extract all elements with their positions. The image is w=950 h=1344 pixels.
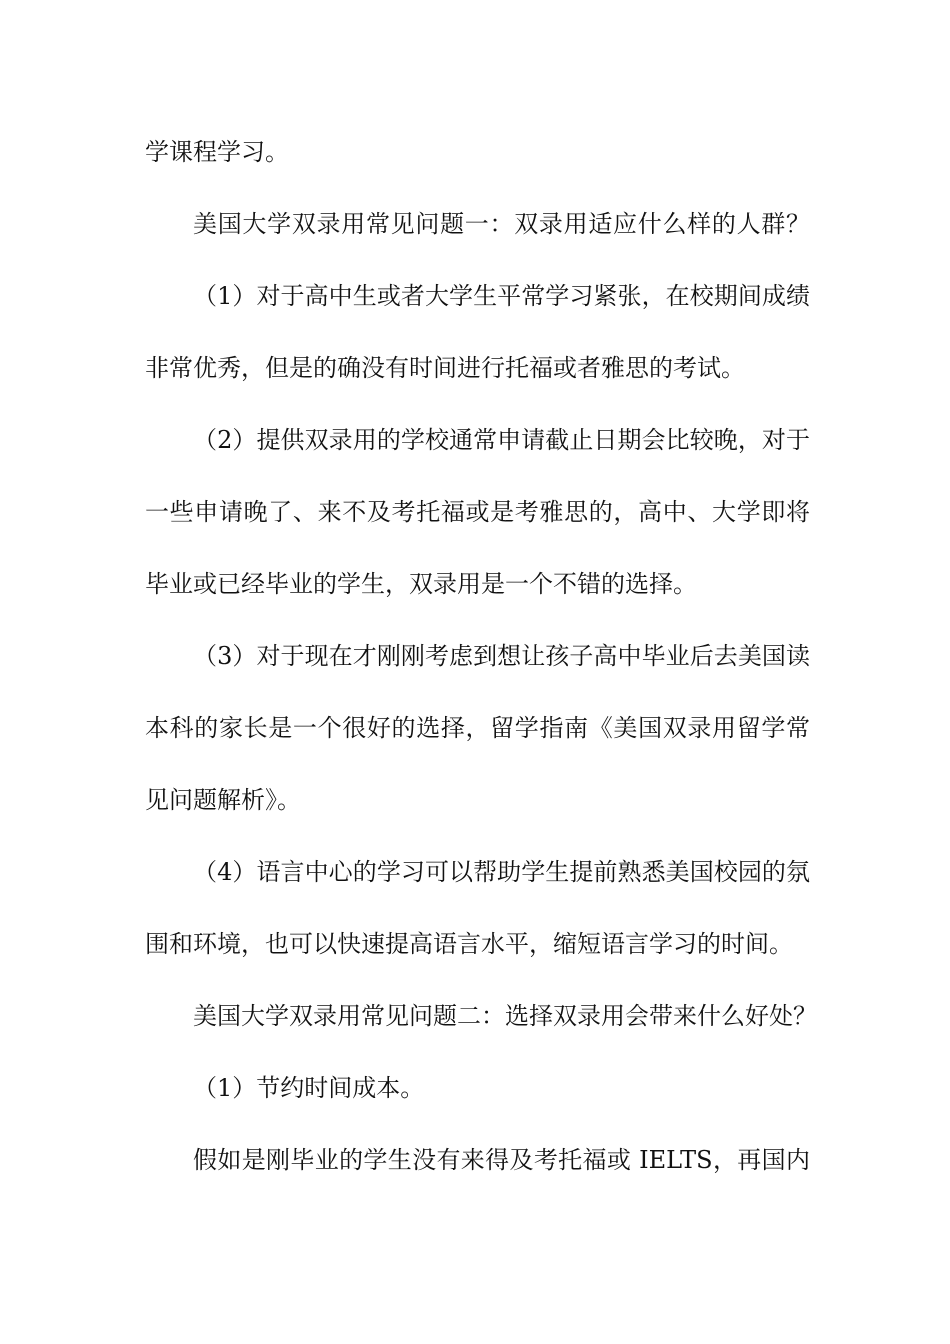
- paragraph-line: （2）提供双录用的学校通常申请截止日期会比较晚，对于: [193, 426, 810, 454]
- paragraph-line: 见问题解析》。: [145, 786, 301, 814]
- paragraph-line: 假如是刚毕业的学生没有来得及考托福或 IELTS，再国内: [193, 1146, 810, 1174]
- paragraph-line: （1）对于高中生或者大学生平常学习紧张，在校期间成绩: [193, 282, 810, 310]
- paragraph-line: （4）语言中心的学习可以帮助学生提前熟悉美国校园的氛: [193, 858, 810, 886]
- question-heading-2: 美国大学双录用常见问题二：选择双录用会带来什么好处？: [193, 1002, 817, 1030]
- paragraph-line: 本科的家长是一个很好的选择，留学指南《美国双录用留学常: [145, 714, 810, 742]
- question-heading-1: 美国大学双录用常见问题一：双录用适应什么样的人群？: [193, 210, 810, 238]
- paragraph-line: 学课程学习。: [145, 138, 289, 166]
- paragraph-line: 围和环境，也可以快速提高语言水平，缩短语言学习的时间。: [145, 930, 793, 958]
- document-body: [145, 126, 817, 1206]
- paragraph-line: （1）节约时间成本。: [193, 1074, 425, 1102]
- paragraph-line: （3）对于现在才刚刚考虑到想让孩子高中毕业后去美国读: [193, 642, 810, 670]
- paragraph-line: 非常优秀，但是的确没有时间进行托福或者雅思的考试。: [145, 354, 745, 382]
- paragraph-line: 毕业或已经毕业的学生，双录用是一个不错的选择。: [145, 570, 697, 598]
- paragraph-line: 一些申请晚了、来不及考托福或是考雅思的，高中、大学即将: [145, 498, 810, 526]
